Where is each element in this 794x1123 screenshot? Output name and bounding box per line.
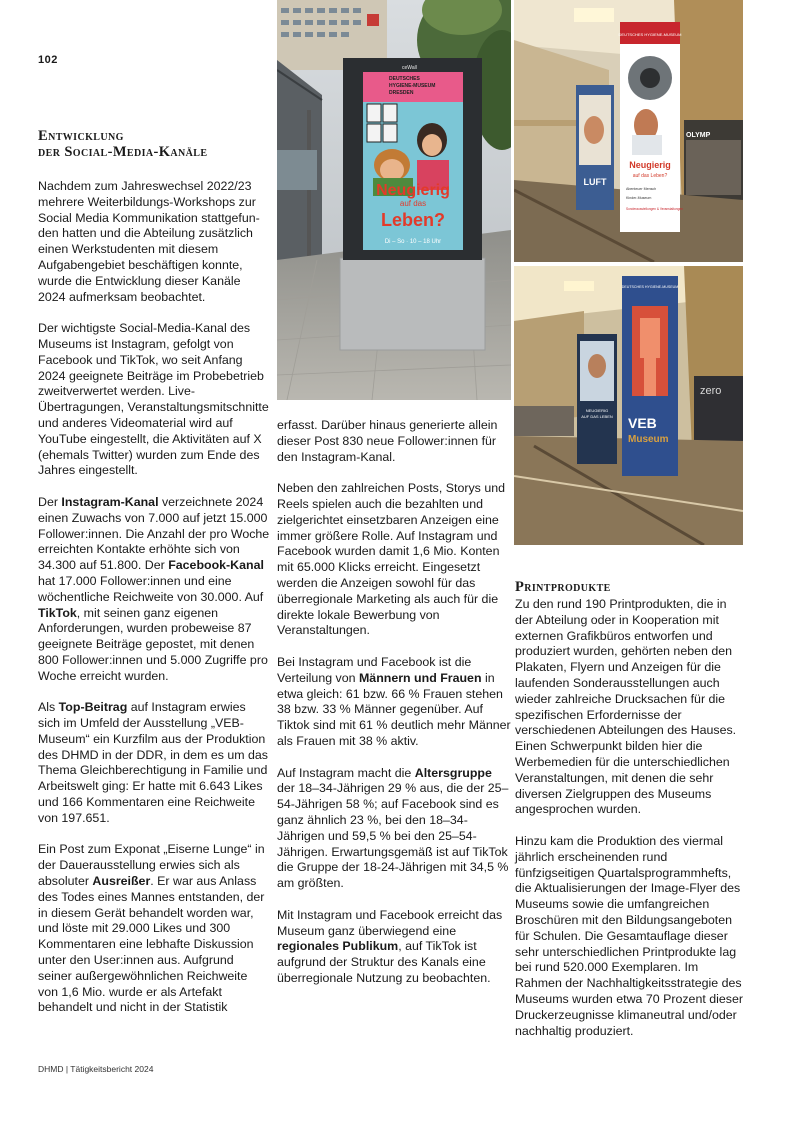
poster-headline-1: Neugierig [376,182,450,199]
paragraph [38,321,270,479]
banner-right-museum-name: DEUTSCHES HYGIENE-MUSEUM [621,285,679,289]
text-run: , mit seinen ganz eigenen Anforderungen, wurden probeweise 87 geeignete Beiträge gepostet, mit denen 800 Follower:innen und 5.000 Zugriffe pro Woche erreicht wurden. [38,605,268,683]
text-run: Hinzu kam die Produktion des viermal jährlich erscheinenden rund fünfzigseitigen Quartalsprogrammhefts, die Aktualisierungen der Image-Flyer des Museums sowie die umfangreichen Broschüren mit den Bildungsangeboten für Schulen. Die Gesamtauflage dieser sehr unterschiedlichen Printprodukte lag bei rund 520.000 Exemplaren. Im Rahmen der Nachhaltigkeitsstrategie des Museums wurden etwa 70 Prozent dieser Druckerzeugnisse klimaneutral und/oder nachhaltig produziert. [515,833,743,1038]
text-run: in etwa gleich: 61 bzw. 66 % Frauen stehen 38 bzw. 33 % Männer gegenüber. Auf Tiktok sind mit 61 % deutlich mehr Männer als Frauen mit 38 % aktiv. [277,670,511,748]
paragraph [515,597,747,818]
text-run: auf Instagram erwies sich im Umfeld der Ausstellung „VEB-Museum“ ein Kurzfilm aus der Produktion des DHMD in der DDR, in dem es um das Thema Gleichberechtigung in Familie und Arbeitswelt ging: Er hatte mit 6.643 Likes und 166 Kommentaren eine Reichweite von 197.651. [38,700,268,825]
paragraph [277,655,511,750]
text-run: . Er war aus Anlass des Todes eines Mannes entstanden, der in diesem Gerät behandelt worden war, und löste mit 29.000 Likes und 300 Kommentaren eine lebhafte Diskussion unter den User:innen aus. Aufgrund seiner außergewöhnlichen Reichweite von 1,6 Mio. wurde er als Artefakt behandelt und nicht in der Statistik [38,874,265,1015]
poster-line-3: DRESDEN [389,90,414,96]
photo-mall-banners-2 [514,266,743,545]
banner-left-line-1: NEUGIERIG [585,408,609,413]
banner-right-line-3: auf das Leben? [632,173,668,179]
text-run: hat 17.000 Follower:innen und eine wöchentliche Reichweite von 30.000. Auf [38,573,264,604]
photo-mall-banners-1 [514,0,743,262]
store-sign-zero: zero [700,385,722,397]
poster-hours: Di – So · 10 – 18 Uhr [384,239,442,245]
banner-veb: VEB [628,415,657,431]
bold-term: Facebook-Kanal [168,558,264,573]
bold-term: Ausreißer [92,874,151,889]
banner-right-line-5: Kinder-Museum [626,196,652,200]
paragraph [38,700,270,826]
paragraph [277,481,511,639]
photo-street-display [277,0,511,400]
banner-right-line-1: DEUTSCHES HYGIENE-MUSEUM [618,32,682,37]
text-run: erfasst. Darüber hinaus generierte allein dieser Post 830 neue Follower:innen für den Instagram-Kanal. [277,418,498,464]
page-footer: DHMD | Tätigkeitsbericht 2024 [38,1064,154,1074]
paragraph [277,908,511,987]
text-run: , auf TikTok ist aufgrund der Struktur des Kanals eine überregionale Nutzung zu beobachten. [277,939,491,985]
text-run: Neben den zahlreichen Posts, Storys und Reels spielen auch die bezahlten und zielgerichtet einsetzbaren Anzeigen eine immer größere Rolle. Auf Instagram und Facebook wurden damit 1,6 Mio. Konten mit 65.000 Klicks erreicht. Eingesetzt werden die Anzeigen sowohl für das überregionale Marketing als auch für die direkte lokale Bewerbung von Veranstaltungen. [277,481,505,638]
banner-right-line-6: Sonderausstellungen & Veranstaltungen [626,207,683,211]
text-run: Zu den rund 190 Printprodukten, die in der Abteilung oder in Kooperation mit externen Grafikbüros entworfen und produziert wurden, gehörten neben den Plakaten, Flyern und Anzeigen für die laufenden Sonderausstellungen auch wieder zahlreiche Drucksachen für die spezifischen Erfordernisse der verschiedenen Abteilungen des Hauses. Einen Schwerpunkt bilden hier die Werbemedien für die unterschiedlichen Veranstaltungen, mit denen die sehr diversen Zielgruppen des Museums angesprochen wurden. [515,597,737,817]
text-run: Als [38,700,59,715]
banner-luft: LUFT [583,177,607,187]
column-social-media-left [38,128,270,1032]
paragraph [515,834,747,1039]
paragraph [277,418,511,465]
section-heading-printprodukte: Printprodukte [515,579,611,595]
text-run: Ein Post zum Exponat „Eiserne Lunge“ in der Dauerausstellung erwies sich als absoluter [38,842,265,889]
bold-term: TikTok [38,605,77,620]
column-printprodukte [515,579,747,1055]
poster-line-2: HYGIENE-MUSEUM [389,83,436,89]
display-brand-label: ceWall [402,65,417,71]
text-run: Bei Instagram und Facebook ist die Verteilung von [277,654,472,685]
paragraph [38,179,270,305]
text-run: Der wichtigste Social-Media-Kanal des Museums ist Instagram, gefolgt von Facebook und TikTok, wo seit Anfang 2024 geeignete Beiträge im Probebetrieb zweitverwertet werden. Live-Übertragungen, Veranstaltungsmitschnitte und anderes Videomaterial wird auf YouTube eingestellt, die Aktivitäten auf X (ehemals Twitter) wurden zum Ende des Jahres eingestellt. [38,321,269,478]
bold-term: Männern und Frauen [358,670,482,685]
poster-line-1: DEUTSCHES [389,76,420,82]
bold-term: regionales Publikum [277,939,399,954]
column-social-media-right [277,418,511,1002]
page-number: 102 [38,54,58,66]
store-sign-olymp: OLYMP [686,132,711,139]
banner-right-line-4: Abenteuer Mensch [626,187,657,191]
poster-headline-3: Leben? [380,210,446,230]
poster-headline-2: auf das [399,199,427,208]
section-heading-social-media: Entwicklung der Social-Media-Kanäle [38,128,208,160]
printprodukte-paragraphs [515,597,747,1039]
text-run: der 18–34-Jährigen 29 % aus, die der 25–54-Jährigen 58 %; auf Facebook sind es ganz ähnlich 23 %, bei den 18–34-Jährigen und 59,5 % bei den 25–54-Jährigen. Erwartungsgemäß ist auf TikTok die Gruppe der 18-24-Jährigen mit 34,5 % am größten. [277,781,509,891]
bold-term: Instagram-Kanal [61,494,159,509]
text-run: Der [38,494,62,509]
banner-museum: Museum [628,434,669,445]
text-run: Auf Instagram macht die [277,765,415,780]
bold-term: Top-Beitrag [58,700,128,715]
bold-term: Altersgruppe [414,765,492,780]
banner-right-line-2: Neugierig [629,160,671,170]
social-media-paragraphs [38,179,270,1016]
paragraph [277,766,511,892]
text-run: Nachdem zum Jahreswechsel 2022/23 mehrere Weiterbildungs-Workshops zur Social Media Kommunikation stattgefun-den hatten und die Abteilung zusätzlich einen Werkstudenten mit diesem Aufgabengebiet beschäftigen konnte, wurde die Entwicklung dieser Kanäle 2024 aufmerksam beobachtet. [38,179,260,304]
social-media-paragraphs-continued [277,418,511,987]
text-run: Mit Instagram und Facebook erreicht das Museum ganz überwiegend eine [277,907,503,938]
paragraph [38,842,270,1016]
text-run: verzeichnete 2024 einen Zuwachs von 7.000 auf jetzt 15.000 Follower:innen. Die Anzahl der pro Woche erreichten Kontakte erhöhte sich von 34.300 auf 51.800. Der [38,494,270,573]
banner-left-line-2: AUF DAS LEBEN [581,414,613,419]
paragraph [38,495,270,685]
